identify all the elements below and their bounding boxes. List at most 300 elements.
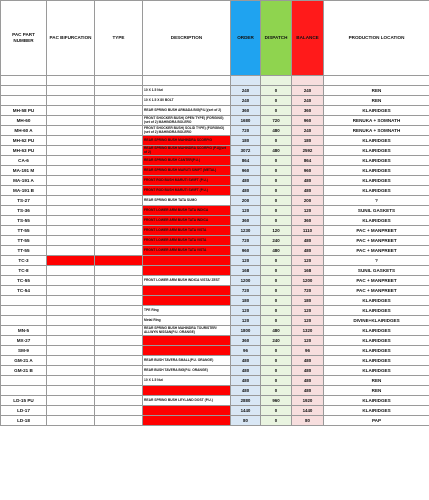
order-cell[interactable]: 720 xyxy=(231,286,261,296)
description-cell[interactable] xyxy=(143,336,231,346)
balance-cell[interactable]: 480 xyxy=(292,386,324,396)
location-cell[interactable]: REN xyxy=(324,386,429,396)
description-cell[interactable]: REAR SPRING BUSH MAHINDRA SCORPIO (P.U)(set of 2) xyxy=(143,146,231,156)
location-cell[interactable]: RENUKA + SOMNATH xyxy=(324,116,429,126)
description-cell[interactable]: REAR SPRING BUSH ARMADA BIG(P.U.)(set of 2) xyxy=(143,106,231,116)
part-number-cell[interactable]: GM-21 A xyxy=(1,356,47,366)
order-cell[interactable]: 480 xyxy=(231,176,261,186)
location-cell[interactable]: KLAIRIDGES xyxy=(324,366,429,376)
bifurcation-cell[interactable] xyxy=(47,76,95,86)
description-cell[interactable]: FRONT SHOCKER BUSH( SOLID TYPE) (FORGING)(set of 2) MAHINDRA BOLERO xyxy=(143,126,231,136)
location-cell[interactable]: KLAIRIDGES xyxy=(324,406,429,416)
bifurcation-cell[interactable] xyxy=(47,86,95,96)
balance-cell[interactable]: 360 xyxy=(292,216,324,226)
part-number-cell[interactable] xyxy=(1,316,47,326)
order-cell[interactable]: 180 xyxy=(231,136,261,146)
bifurcation-cell[interactable] xyxy=(47,366,95,376)
order-cell[interactable]: 200 xyxy=(231,196,261,206)
balance-cell[interactable]: 120 xyxy=(292,256,324,266)
type-cell[interactable] xyxy=(95,86,143,96)
bifurcation-cell[interactable] xyxy=(47,336,95,346)
table-row xyxy=(1,156,429,166)
bifurcation-cell[interactable] xyxy=(47,236,95,246)
location-cell[interactable]: KLAIRIDGES xyxy=(324,296,429,306)
dispatch-cell[interactable]: 0 xyxy=(261,256,292,266)
description-cell[interactable] xyxy=(143,256,231,266)
part-number-cell[interactable]: MH-63 PU xyxy=(1,146,47,156)
balance-cell[interactable]: 120 xyxy=(292,306,324,316)
location-cell[interactable]: PAP xyxy=(324,416,429,426)
table-row xyxy=(1,346,429,356)
bifurcation-cell[interactable] xyxy=(47,196,95,206)
order-cell[interactable]: 864 xyxy=(231,156,261,166)
table-row xyxy=(1,76,429,86)
type-cell[interactable] xyxy=(95,216,143,226)
order-cell[interactable]: 960 xyxy=(231,166,261,176)
balance-cell[interactable]: 2592 xyxy=(292,146,324,156)
location-cell[interactable]: PAC + MANPREET xyxy=(324,286,429,296)
description-cell[interactable]: Metal Ring xyxy=(143,316,231,326)
location-cell[interactable]: ? xyxy=(324,196,429,206)
type-cell[interactable] xyxy=(95,396,143,406)
bifurcation-cell[interactable] xyxy=(47,246,95,256)
part-number-cell[interactable]: SM-9 xyxy=(1,346,47,356)
type-cell[interactable] xyxy=(95,266,143,276)
description-cell[interactable]: FRONT LOWER ARM BUSH TATA VISTA xyxy=(143,246,231,256)
dispatch-cell[interactable]: 120 xyxy=(261,226,292,236)
header-dispatch[interactable]: DISPATCH xyxy=(261,1,292,76)
location-cell[interactable]: DIVINE+KLAIRIDGES xyxy=(324,316,429,326)
location-cell[interactable]: KLAIRIDGES xyxy=(324,166,429,176)
type-cell[interactable] xyxy=(95,106,143,116)
balance-cell[interactable]: 200 xyxy=(292,196,324,206)
location-cell[interactable]: SUNIL GASKETS xyxy=(324,206,429,216)
bifurcation-cell[interactable] xyxy=(47,326,95,336)
type-cell[interactable] xyxy=(95,116,143,126)
part-number-cell[interactable] xyxy=(1,376,47,386)
description-cell[interactable] xyxy=(143,266,231,276)
type-cell[interactable] xyxy=(95,156,143,166)
balance-cell[interactable]: 480 xyxy=(292,356,324,366)
description-cell[interactable]: REAR SPRING BUSH LEYLAND DOST (P.U.) xyxy=(143,396,231,406)
balance-cell[interactable]: 1440 xyxy=(292,406,324,416)
order-cell[interactable]: 360 xyxy=(231,216,261,226)
description-cell[interactable]: FRONT ROD BUSH MARUTI SWIFT (P.U.) xyxy=(143,186,231,196)
description-cell[interactable]: FRONT SHOCKER BUSH( OPEN TYPE) (FORGING) (set of 2) MAHINDRA BOLERO xyxy=(143,116,231,126)
dispatch-cell[interactable]: 0 xyxy=(261,216,292,226)
type-cell[interactable] xyxy=(95,406,143,416)
type-cell[interactable] xyxy=(95,356,143,366)
dispatch-cell[interactable]: 0 xyxy=(261,266,292,276)
balance-cell[interactable]: 1200 xyxy=(292,276,324,286)
part-number-cell[interactable]: CA-6 xyxy=(1,156,47,166)
balance-cell[interactable]: 480 xyxy=(292,176,324,186)
balance-cell[interactable]: 240 xyxy=(292,96,324,106)
order-cell[interactable]: 240 xyxy=(231,96,261,106)
balance-cell[interactable]: 120 xyxy=(292,206,324,216)
bifurcation-cell[interactable] xyxy=(47,216,95,226)
balance-cell[interactable]: 480 xyxy=(292,366,324,376)
bifurcation-cell[interactable] xyxy=(47,346,95,356)
description-cell[interactable]: REAR SPRING BUSH MAHINDRA SCORPIO xyxy=(143,136,231,146)
balance-cell[interactable]: 864 xyxy=(292,156,324,166)
description-cell[interactable] xyxy=(143,286,231,296)
balance-cell[interactable]: 480 xyxy=(292,246,324,256)
description-cell[interactable]: REAR SPRING BUSH MAHINDRA TOURISTER/ ALLWYN NISSAN(P.U. ORANGE) xyxy=(143,326,231,336)
header-order[interactable]: ORDER xyxy=(231,1,261,76)
type-cell[interactable] xyxy=(95,186,143,196)
type-cell[interactable] xyxy=(95,236,143,246)
bifurcation-cell[interactable] xyxy=(47,106,95,116)
bifurcation-cell[interactable] xyxy=(47,316,95,326)
balance-cell[interactable]: 120 xyxy=(292,316,324,326)
type-cell[interactable] xyxy=(95,206,143,216)
balance-cell[interactable]: 180 xyxy=(292,136,324,146)
description-cell[interactable]: REAR SPRING BUSH CANTER(P.U.) xyxy=(143,156,231,166)
type-cell[interactable] xyxy=(95,286,143,296)
location-cell[interactable]: RENUKA + SOMNATH xyxy=(324,126,429,136)
balance-cell[interactable]: 1320 xyxy=(292,326,324,336)
type-cell[interactable] xyxy=(95,416,143,426)
description-cell[interactable]: FRONT LOWER ARM BUSH TATA INDICA xyxy=(143,216,231,226)
balance-cell[interactable]: 360 xyxy=(292,106,324,116)
bifurcation-cell[interactable] xyxy=(47,276,95,286)
type-cell[interactable] xyxy=(95,136,143,146)
location-cell[interactable]: REN xyxy=(324,376,429,386)
balance-cell[interactable]: 480 xyxy=(292,236,324,246)
dispatch-cell[interactable]: 720 xyxy=(261,116,292,126)
part-number-cell[interactable] xyxy=(1,76,47,86)
dispatch-cell[interactable]: 0 xyxy=(261,86,292,96)
balance-cell[interactable]: 720 xyxy=(292,286,324,296)
balance-cell[interactable]: 240 xyxy=(292,86,324,96)
type-cell[interactable] xyxy=(95,76,143,86)
type-cell[interactable] xyxy=(95,296,143,306)
dispatch-cell[interactable]: 0 xyxy=(261,416,292,426)
table-row xyxy=(1,406,429,416)
table-row xyxy=(1,216,429,226)
bifurcation-cell[interactable] xyxy=(47,286,95,296)
bifurcation-cell[interactable] xyxy=(47,396,95,406)
dispatch-cell[interactable]: 240 xyxy=(261,336,292,346)
dispatch-cell[interactable]: 480 xyxy=(261,246,292,256)
table-row xyxy=(1,246,429,256)
bifurcation-cell[interactable] xyxy=(47,306,95,316)
order-cell[interactable]: 360 xyxy=(231,336,261,346)
part-number-cell[interactable]: MA-191 B xyxy=(1,186,47,196)
order-cell[interactable]: 120 xyxy=(231,316,261,326)
bifurcation-cell[interactable] xyxy=(47,406,95,416)
part-number-cell[interactable]: LD-15 PU xyxy=(1,396,47,406)
bifurcation-cell[interactable] xyxy=(47,256,95,266)
order-cell[interactable]: 96 xyxy=(231,346,261,356)
dispatch-cell[interactable]: 0 xyxy=(261,346,292,356)
dispatch-cell[interactable]: 0 xyxy=(261,196,292,206)
type-cell[interactable] xyxy=(95,96,143,106)
type-cell[interactable] xyxy=(95,276,143,286)
bifurcation-cell[interactable] xyxy=(47,206,95,216)
location-cell[interactable]: KLAIRIDGES xyxy=(324,356,429,366)
balance-cell[interactable]: 96 xyxy=(292,346,324,356)
description-cell[interactable]: FRONT LOWER ARM BUSH TATA VISTA xyxy=(143,236,231,246)
order-cell[interactable]: 1800 xyxy=(231,326,261,336)
order-cell[interactable]: 3072 xyxy=(231,146,261,156)
part-number-cell[interactable]: MX-27 xyxy=(1,336,47,346)
order-cell[interactable]: 80 xyxy=(231,416,261,426)
part-number-cell[interactable]: TC-3 xyxy=(1,256,47,266)
part-number-cell[interactable]: TC-55 xyxy=(1,276,47,286)
dispatch-cell[interactable]: 0 xyxy=(261,136,292,146)
part-number-cell[interactable]: MH-62 PU xyxy=(1,136,47,146)
part-number-cell[interactable] xyxy=(1,296,47,306)
order-cell[interactable]: 180 xyxy=(231,296,261,306)
dispatch-cell[interactable]: 240 xyxy=(261,236,292,246)
location-cell[interactable]: REN xyxy=(324,86,429,96)
order-cell[interactable]: 480 xyxy=(231,186,261,196)
part-number-cell[interactable] xyxy=(1,96,47,106)
description-cell[interactable]: FRONT LOWER ARM BUSH TATA INDICA xyxy=(143,206,231,216)
dispatch-cell[interactable]: 0 xyxy=(261,106,292,116)
bifurcation-cell[interactable] xyxy=(47,386,95,396)
location-cell[interactable]: KLAIRIDGES xyxy=(324,156,429,166)
dispatch-cell[interactable]: 0 xyxy=(261,306,292,316)
type-cell[interactable] xyxy=(95,346,143,356)
balance-cell[interactable]: 168 xyxy=(292,266,324,276)
location-cell[interactable]: PAC + MANPREET xyxy=(324,226,429,236)
header-type[interactable]: TYPE xyxy=(95,1,143,76)
part-number-cell[interactable]: TS-55 xyxy=(1,216,47,226)
order-cell[interactable]: 480 xyxy=(231,386,261,396)
order-cell[interactable]: 960 xyxy=(231,246,261,256)
type-cell[interactable] xyxy=(95,306,143,316)
location-cell[interactable]: KLAIRIDGES xyxy=(324,146,429,156)
description-cell[interactable]: TPE Ring xyxy=(143,306,231,316)
order-cell[interactable]: 2880 xyxy=(231,396,261,406)
balance-cell[interactable]: 240 xyxy=(292,126,324,136)
part-number-cell[interactable]: MA-191 A xyxy=(1,176,47,186)
part-number-cell[interactable]: TT-55 xyxy=(1,246,47,256)
table-row xyxy=(1,356,429,366)
dispatch-cell[interactable]: 0 xyxy=(261,166,292,176)
location-cell[interactable]: PAC + MANPREET xyxy=(324,236,429,246)
location-cell[interactable]: KLAIRIDGES xyxy=(324,176,429,186)
balance-cell[interactable]: 180 xyxy=(292,296,324,306)
bifurcation-cell[interactable] xyxy=(47,126,95,136)
type-cell[interactable] xyxy=(95,146,143,156)
bifurcation-cell[interactable] xyxy=(47,416,95,426)
part-number-cell[interactable]: TS-27 xyxy=(1,196,47,206)
bifurcation-cell[interactable] xyxy=(47,376,95,386)
balance-cell[interactable]: 480 xyxy=(292,376,324,386)
description-cell[interactable]: 10 X 1.5 X 80 BOLT xyxy=(143,96,231,106)
part-number-cell[interactable]: LD-18 xyxy=(1,416,47,426)
description-cell[interactable] xyxy=(143,76,231,86)
part-number-cell[interactable] xyxy=(1,306,47,316)
location-cell[interactable]: SUNIL GASKETS xyxy=(324,266,429,276)
part-number-cell[interactable]: TC-8 xyxy=(1,266,47,276)
dispatch-cell[interactable]: 0 xyxy=(261,316,292,326)
dispatch-cell[interactable]: 0 xyxy=(261,276,292,286)
part-number-cell[interactable]: TT-55 xyxy=(1,236,47,246)
order-cell[interactable]: 360 xyxy=(231,106,261,116)
order-cell[interactable]: 720 xyxy=(231,126,261,136)
dispatch-cell[interactable]: 0 xyxy=(261,186,292,196)
dispatch-cell[interactable]: 0 xyxy=(261,96,292,106)
balance-cell[interactable]: 480 xyxy=(292,186,324,196)
table-row xyxy=(1,266,429,276)
description-cell[interactable]: FRONT LOWER ARM BUSH INDICA VISTA/ ZEST xyxy=(143,276,231,286)
order-cell[interactable]: 168 xyxy=(231,266,261,276)
table-row xyxy=(1,306,429,316)
order-cell[interactable]: 120 xyxy=(231,306,261,316)
description-cell[interactable]: 10 X 1.5 Nut xyxy=(143,376,231,386)
dispatch-cell[interactable]: 0 xyxy=(261,356,292,366)
part-number-cell[interactable]: LD-17 xyxy=(1,406,47,416)
table-row xyxy=(1,416,429,426)
header-bifurcation[interactable]: PAC BIFURCATION xyxy=(47,1,95,76)
header-description[interactable]: DESCRIPTION xyxy=(143,1,231,76)
description-cell[interactable] xyxy=(143,296,231,306)
part-number-cell[interactable] xyxy=(1,86,47,96)
dispatch-cell[interactable]: 0 xyxy=(261,366,292,376)
dispatch-cell[interactable]: 0 xyxy=(261,376,292,386)
dispatch-cell[interactable] xyxy=(261,76,292,86)
type-cell[interactable] xyxy=(95,376,143,386)
dispatch-cell[interactable]: 0 xyxy=(261,386,292,396)
dispatch-cell[interactable]: 0 xyxy=(261,286,292,296)
type-cell[interactable] xyxy=(95,246,143,256)
order-cell[interactable] xyxy=(231,76,261,86)
bifurcation-cell[interactable] xyxy=(47,116,95,126)
type-cell[interactable] xyxy=(95,126,143,136)
location-cell[interactable]: KLAIRIDGES xyxy=(324,306,429,316)
order-cell[interactable]: 480 xyxy=(231,356,261,366)
description-cell[interactable]: REAR SPRING BUSH TATA SUMO xyxy=(143,196,231,206)
bifurcation-cell[interactable] xyxy=(47,96,95,106)
order-cell[interactable]: 1200 xyxy=(231,276,261,286)
table-row xyxy=(1,96,429,106)
type-cell[interactable] xyxy=(95,326,143,336)
part-number-cell[interactable]: MA-191 M xyxy=(1,166,47,176)
bifurcation-cell[interactable] xyxy=(47,186,95,196)
description-cell[interactable]: FRONT ROD BUSH MARUTI SWIFT (P.U.) xyxy=(143,176,231,186)
balance-cell[interactable]: 80 xyxy=(292,416,324,426)
part-number-cell[interactable] xyxy=(1,386,47,396)
location-cell[interactable]: KLAIRIDGES xyxy=(324,136,429,146)
description-cell[interactable] xyxy=(143,416,231,426)
header-production-location[interactable]: PRODUCTION LOCATION xyxy=(324,1,429,76)
part-number-cell[interactable]: MH-58 PU xyxy=(1,106,47,116)
part-number-cell[interactable]: TC-54 xyxy=(1,286,47,296)
balance-cell[interactable]: 1110 xyxy=(292,226,324,236)
dispatch-cell[interactable]: 0 xyxy=(261,406,292,416)
type-cell[interactable] xyxy=(95,176,143,186)
part-number-cell[interactable]: MN-5 xyxy=(1,326,47,336)
location-cell[interactable]: ? xyxy=(324,256,429,266)
order-cell[interactable]: 1680 xyxy=(231,116,261,126)
dispatch-cell[interactable]: 480 xyxy=(261,326,292,336)
type-cell[interactable] xyxy=(95,226,143,236)
location-cell[interactable]: PAC + MANPREET xyxy=(324,276,429,286)
balance-cell[interactable]: 960 xyxy=(292,116,324,126)
type-cell[interactable] xyxy=(95,386,143,396)
location-cell[interactable]: KLAIRIDGES xyxy=(324,216,429,226)
description-cell[interactable] xyxy=(143,386,231,396)
type-cell[interactable] xyxy=(95,166,143,176)
location-cell[interactable]: KLAIRIDGES xyxy=(324,396,429,406)
part-number-cell[interactable]: TS-36 xyxy=(1,206,47,216)
bifurcation-cell[interactable] xyxy=(47,226,95,236)
dispatch-cell[interactable]: 0 xyxy=(261,206,292,216)
bifurcation-cell[interactable] xyxy=(47,146,95,156)
location-cell[interactable] xyxy=(324,76,429,86)
part-number-cell[interactable]: MH-60 xyxy=(1,116,47,126)
description-cell[interactable]: REAR BUSH TAVERA BIG(P.U. ORANGE) xyxy=(143,366,231,376)
type-cell[interactable] xyxy=(95,336,143,346)
type-cell[interactable] xyxy=(95,256,143,266)
header-balance[interactable]: BALANCE xyxy=(292,1,324,76)
dispatch-cell[interactable]: 480 xyxy=(261,146,292,156)
balance-cell[interactable] xyxy=(292,76,324,86)
location-cell[interactable]: KLAIRIDGES xyxy=(324,346,429,356)
balance-cell[interactable]: 120 xyxy=(292,336,324,346)
dispatch-cell[interactable]: 960 xyxy=(261,396,292,406)
location-cell[interactable]: KLAIRIDGES xyxy=(324,336,429,346)
description-cell[interactable]: REAR SPRING BUSH MARUTI SWIFT (METAL) xyxy=(143,166,231,176)
order-cell[interactable]: 480 xyxy=(231,366,261,376)
type-cell[interactable] xyxy=(95,316,143,326)
table-row xyxy=(1,256,429,266)
balance-cell[interactable]: 960 xyxy=(292,166,324,176)
description-cell[interactable]: REAR BUSH TAVERA SMALL(P.U. ORANGE) xyxy=(143,356,231,366)
part-number-cell[interactable]: TT-55 xyxy=(1,226,47,236)
type-cell[interactable] xyxy=(95,196,143,206)
description-cell[interactable] xyxy=(143,406,231,416)
bifurcation-cell[interactable] xyxy=(47,176,95,186)
location-cell[interactable]: KLAIRIDGES xyxy=(324,326,429,336)
description-cell[interactable]: 10 X 1.5 Nut xyxy=(143,86,231,96)
bifurcation-cell[interactable] xyxy=(47,266,95,276)
bifurcation-cell[interactable] xyxy=(47,136,95,146)
order-cell[interactable]: 1230 xyxy=(231,226,261,236)
location-cell[interactable]: REN xyxy=(324,96,429,106)
part-number-cell[interactable]: GM-21 B xyxy=(1,366,47,376)
location-cell[interactable]: KLAIRIDGES xyxy=(324,106,429,116)
type-cell[interactable] xyxy=(95,366,143,376)
order-cell[interactable]: 240 xyxy=(231,86,261,96)
location-cell[interactable]: KLAIRIDGES xyxy=(324,186,429,196)
dispatch-cell[interactable]: 0 xyxy=(261,296,292,306)
bifurcation-cell[interactable] xyxy=(47,356,95,366)
header-part-number[interactable]: PAC PART NUMBER xyxy=(1,1,47,76)
dispatch-cell[interactable]: 0 xyxy=(261,156,292,166)
bifurcation-cell[interactable] xyxy=(47,166,95,176)
balance-cell[interactable]: 1920 xyxy=(292,396,324,406)
description-cell[interactable] xyxy=(143,346,231,356)
bifurcation-cell[interactable] xyxy=(47,156,95,166)
order-cell[interactable]: 1440 xyxy=(231,406,261,416)
location-cell[interactable]: PAC + MANPREET xyxy=(324,246,429,256)
bifurcation-cell[interactable] xyxy=(47,296,95,306)
order-cell[interactable]: 120 xyxy=(231,206,261,216)
dispatch-cell[interactable]: 0 xyxy=(261,176,292,186)
part-number-cell[interactable]: MH-60 A xyxy=(1,126,47,136)
order-cell[interactable]: 480 xyxy=(231,376,261,386)
dispatch-cell[interactable]: 480 xyxy=(261,126,292,136)
order-cell[interactable]: 120 xyxy=(231,256,261,266)
order-cell[interactable]: 720 xyxy=(231,236,261,246)
description-cell[interactable]: FRONT LOWER ARM BUSH TATA VISTA xyxy=(143,226,231,236)
